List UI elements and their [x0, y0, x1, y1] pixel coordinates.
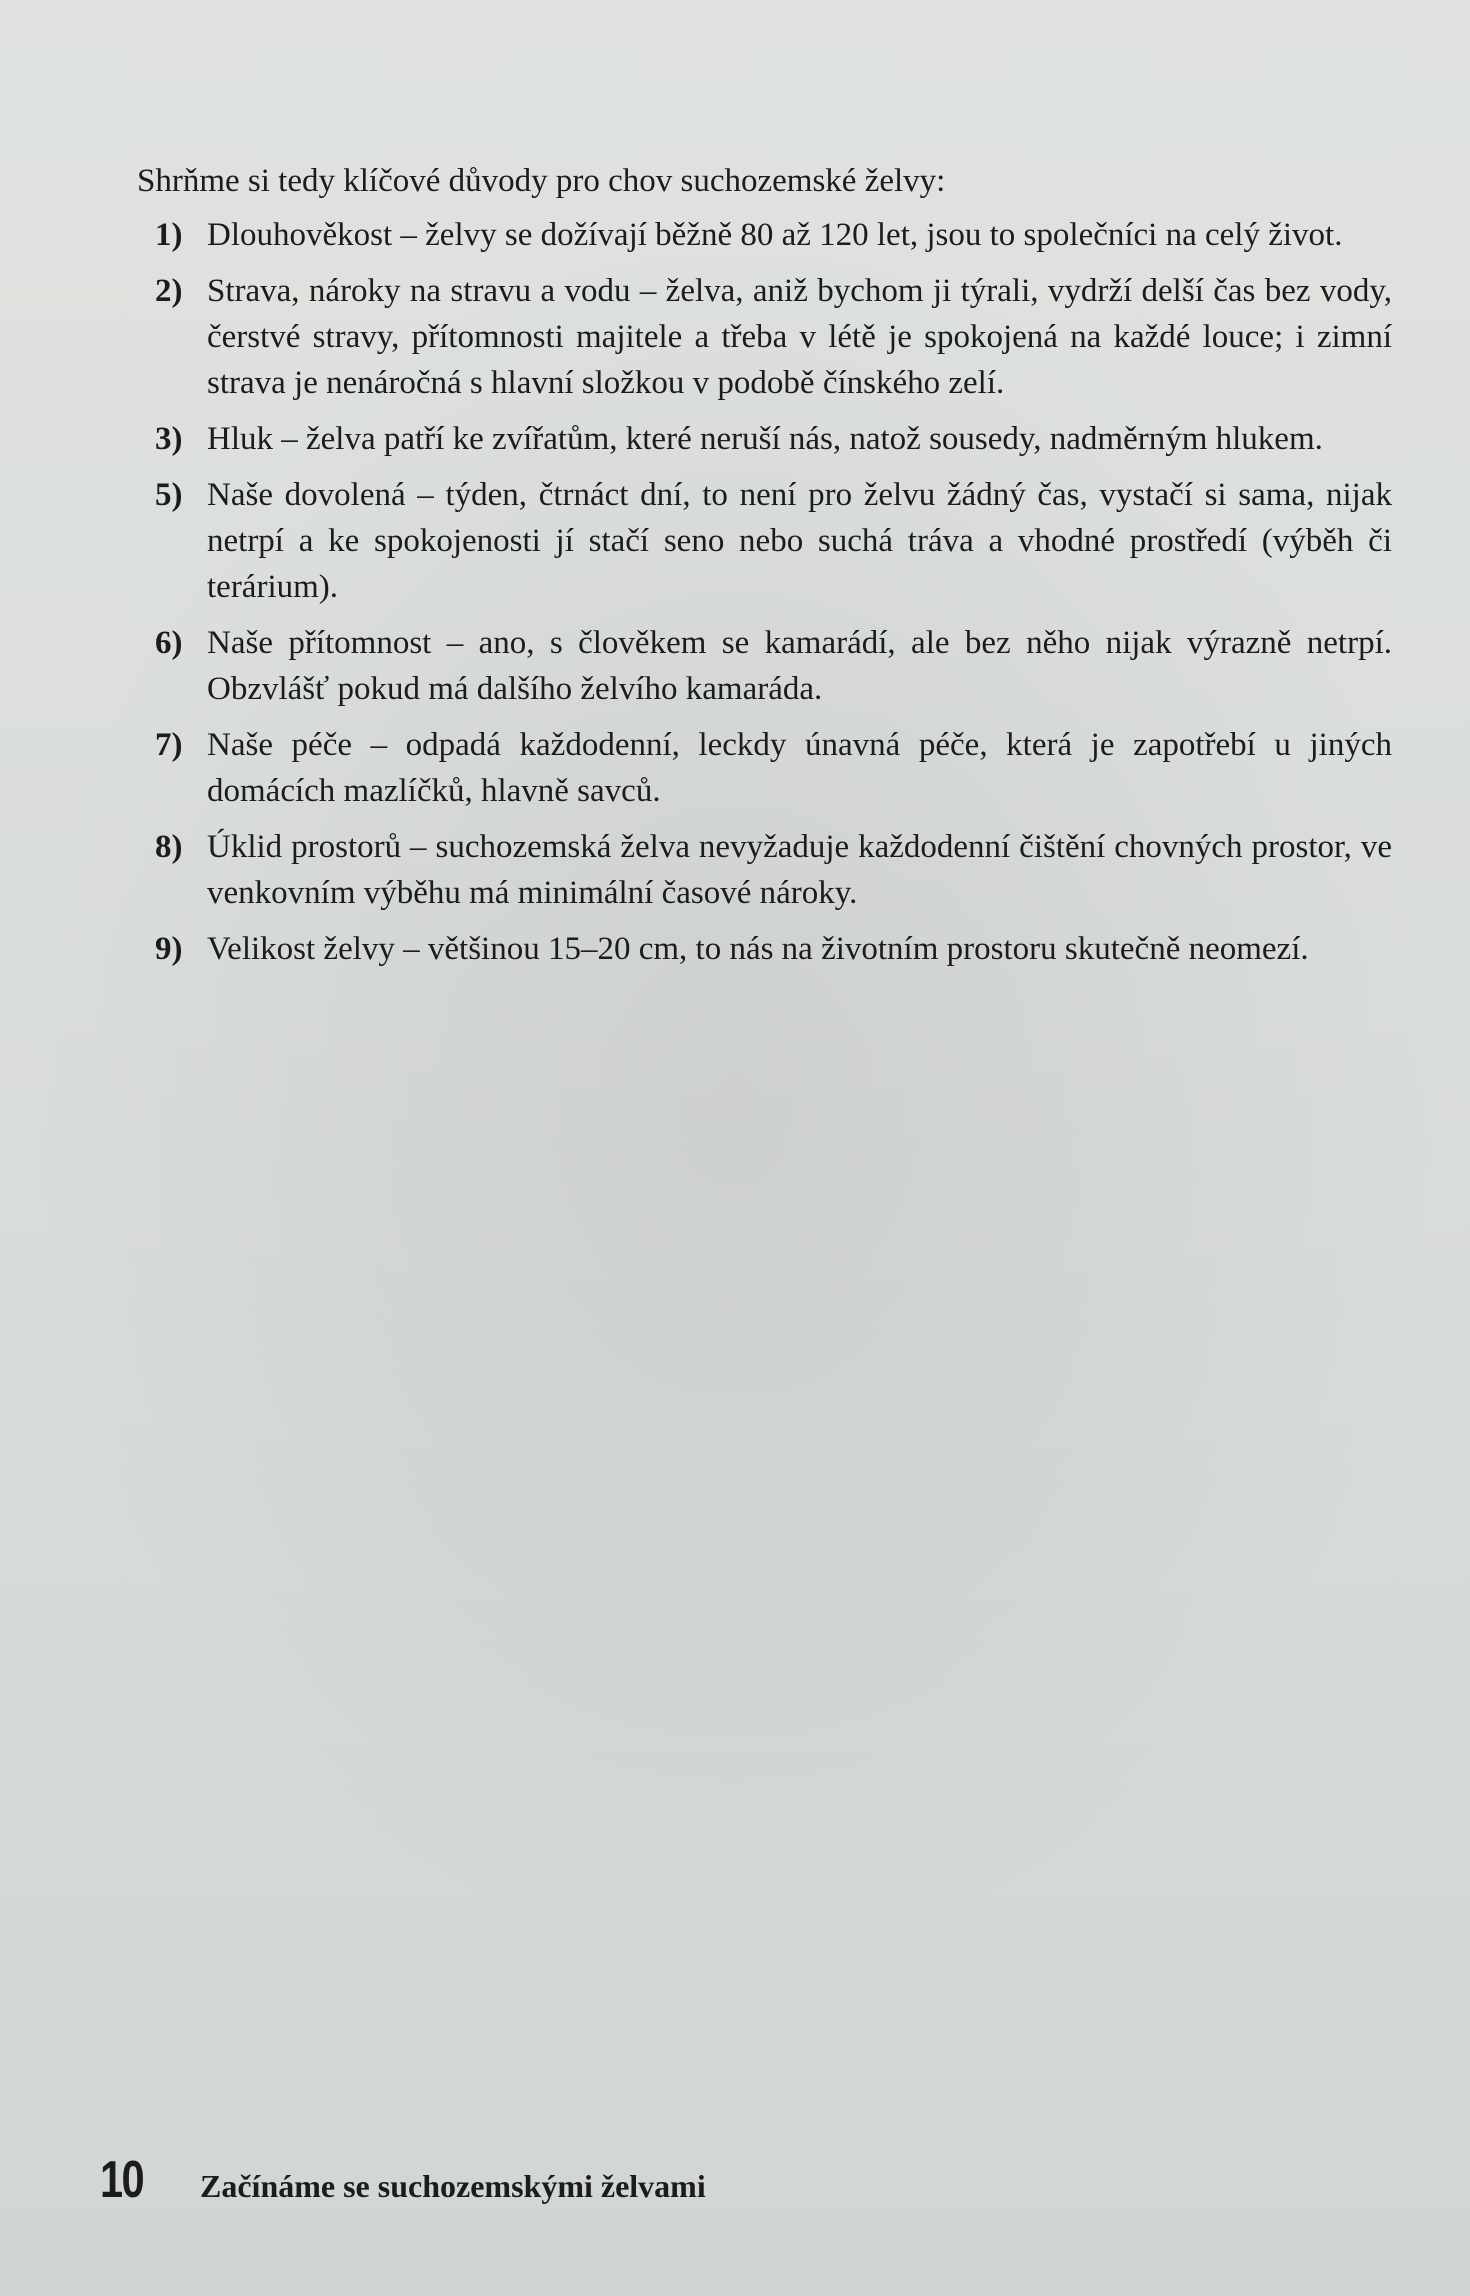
- list-item: [137, 472, 1392, 610]
- running-title: Začínáme se suchozemskými želvami: [200, 2168, 706, 2204]
- item-text: Dlouhověkost – želvy se dožívají běžně 80 až 120 let, jsou to společníci na celý život.: [207, 217, 1343, 253]
- item-text: Úklid prostorů – suchozemská želva nevyžaduje každodenní čištění chovných prostor, ve venkovním výběhu má minimální časové nároky.: [207, 829, 1392, 911]
- item-text: Naše péče – odpadá každodenní, leckdy únavná péče, která je zapotřebí u jiných domácích mazlíčků, hlavně savců.: [207, 727, 1392, 809]
- list-item: [137, 268, 1392, 406]
- item-number: 3): [155, 421, 183, 457]
- item-number: 9): [155, 931, 183, 967]
- list-item: [137, 824, 1392, 916]
- item-number: 1): [155, 217, 183, 253]
- list-item: [137, 926, 1392, 972]
- item-text: Naše dovolená – týden, čtrnáct dní, to není pro želvu žádný čas, vystačí si sama, nijak netrpí a ke spokojenosti jí stačí seno nebo suchá tráva a vhodné prostředí (výběh či terárium).: [207, 477, 1392, 605]
- reasons-list: [137, 212, 1392, 982]
- item-number: 6): [155, 625, 183, 661]
- list-item: [137, 212, 1392, 258]
- item-text: Hluk – želva patří ke zvířatům, které neruší nás, natož sousedy, nadměrným hlukem.: [207, 421, 1323, 457]
- intro-text: Shrňme si tedy klíčové důvody pro chov suchozemské želvy:: [137, 163, 946, 199]
- item-text: Naše přítomnost – ano, s člověkem se kamarádí, ale bez něho nijak výrazně netrpí. Obzvlášť pokud má dalšího želvího kamaráda.: [207, 625, 1392, 707]
- page-footer: [100, 2150, 706, 2210]
- list-item: [137, 620, 1392, 712]
- list-item: [137, 722, 1392, 814]
- item-number: 7): [155, 727, 183, 763]
- item-number: 2): [155, 273, 183, 309]
- item-number: 5): [155, 477, 183, 513]
- page-number: 10: [100, 2151, 144, 2209]
- item-text: Strava, nároky na stravu a vodu – želva, aniž bychom ji týrali, vydrží delší čas bez vody, čerstvé stravy, přítomnosti majitele a třeba v létě je spokojená na každé louce; i zimní strava je nenáročná s hlavní složkou v podobě čínského zelí.: [207, 273, 1392, 401]
- item-number: 8): [155, 829, 183, 865]
- list-item: [137, 416, 1392, 462]
- item-text: Velikost želvy – většinou 15–20 cm, to nás na životním prostoru skutečně neomezí.: [207, 931, 1309, 967]
